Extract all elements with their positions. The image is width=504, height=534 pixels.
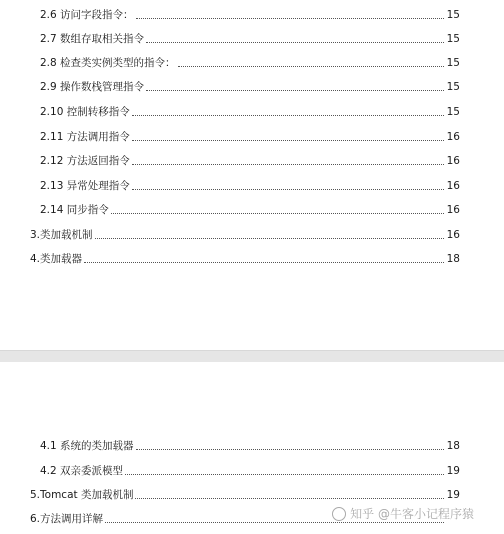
toc-entry-page: 16 <box>446 155 460 167</box>
toc-entry-label: 2.9 操作数栈管理指令 <box>40 81 145 93</box>
toc-leader-dots <box>95 238 444 239</box>
toc-entry-page: 16 <box>446 180 460 192</box>
zhihu-logo-icon <box>332 507 346 521</box>
toc-entry-page: 16 <box>446 229 460 241</box>
toc-leader-dots <box>146 42 444 43</box>
toc-entry-label: 2.8 检查类实例类型的指令： <box>40 57 176 69</box>
toc-entry[interactable] <box>40 177 460 193</box>
toc-leader-dots <box>105 522 444 523</box>
toc-entry-label: 4.1 系统的类加载器 <box>40 440 134 452</box>
toc-entry-page: 15 <box>446 33 460 45</box>
toc-entry-page: 15 <box>446 9 460 21</box>
toc-entry-page: 15 <box>446 57 460 69</box>
toc-entry-label: 4.类加载器 <box>30 253 83 265</box>
toc-entry-label: 2.14 同步指令 <box>40 204 109 216</box>
toc-entry[interactable] <box>40 54 460 70</box>
toc-entry[interactable] <box>40 103 460 119</box>
watermark-text: 知乎 @牛客小记程序猿 <box>350 507 474 521</box>
toc-leader-dots <box>136 18 444 19</box>
watermark <box>332 505 474 522</box>
toc-leader-dots <box>146 90 444 91</box>
toc-entry[interactable] <box>40 6 460 22</box>
toc-entry[interactable] <box>30 226 460 242</box>
toc-leader-dots <box>136 449 444 450</box>
toc-leader-dots <box>125 474 444 475</box>
toc-entry[interactable] <box>40 152 460 168</box>
toc-entry-label: 5.Tomcat 类加载机制 <box>30 489 134 501</box>
toc-entry-page: 19 <box>446 465 460 477</box>
toc-entry[interactable] <box>40 462 460 478</box>
toc-entry-page: 15 <box>446 106 460 118</box>
toc-leader-dots <box>84 262 444 263</box>
toc-entry-page: 15 <box>446 81 460 93</box>
toc-entry[interactable] <box>30 486 460 502</box>
toc-leader-dots <box>178 66 444 67</box>
toc-leader-dots <box>132 115 444 116</box>
toc-entry-label: 2.7 数组存取相关指令 <box>40 33 145 45</box>
toc-leader-dots <box>132 189 444 190</box>
toc-entry-label: 4.2 双亲委派模型 <box>40 465 124 477</box>
document-page-2 <box>0 362 504 534</box>
toc-entry-label: 2.11 方法调用指令 <box>40 131 130 143</box>
toc-entry-label: 3.类加载机制 <box>30 229 93 241</box>
toc-entry-page: 18 <box>446 440 460 452</box>
toc-entry-label: 2.12 方法返回指令 <box>40 155 130 167</box>
toc-entry[interactable] <box>40 201 460 217</box>
toc-entry[interactable] <box>40 30 460 46</box>
toc-entry-page: 16 <box>446 204 460 216</box>
toc-entry[interactable] <box>30 250 460 266</box>
toc-entry-label: 2.10 控制转移指令 <box>40 106 130 118</box>
toc-entry-page: 16 <box>446 131 460 143</box>
toc-entry-label: 6.方法调用详解 <box>30 513 104 525</box>
toc-entry-label: 2.6 访问字段指令： <box>40 9 134 21</box>
toc-entry-label: 2.13 异常处理指令 <box>40 180 130 192</box>
toc-entry[interactable] <box>40 128 460 144</box>
toc-entry[interactable] <box>40 78 460 94</box>
toc-entry-page: 19 <box>446 489 460 501</box>
toc-entry[interactable] <box>40 437 460 453</box>
toc-leader-dots <box>132 140 444 141</box>
toc-leader-dots <box>111 213 444 214</box>
toc-leader-dots <box>132 164 444 165</box>
toc-entry-page: 18 <box>446 253 460 265</box>
toc-leader-dots <box>135 498 444 499</box>
